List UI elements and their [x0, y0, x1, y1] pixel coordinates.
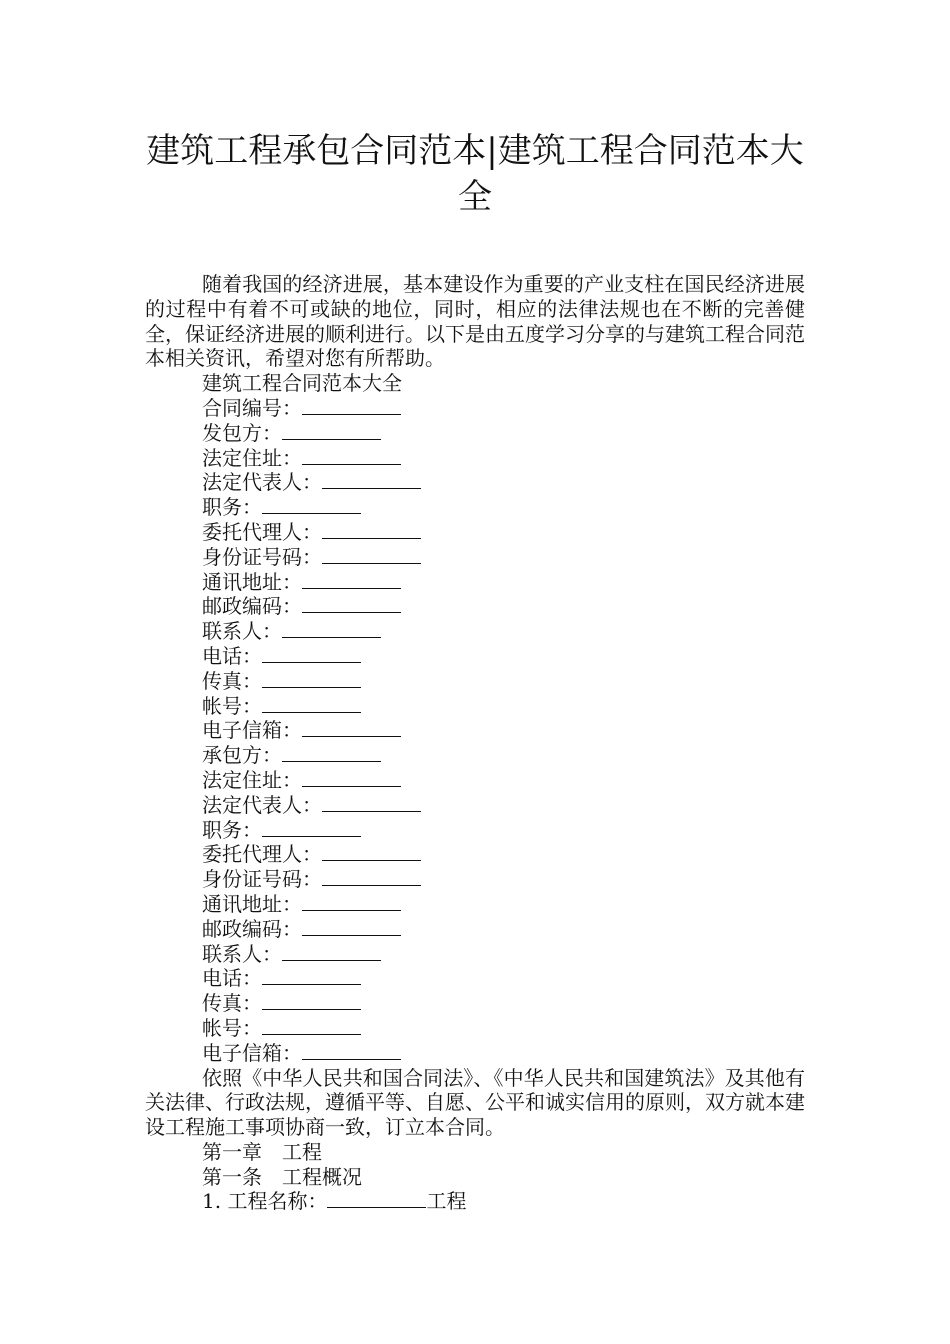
party-a-role-blank: [282, 422, 381, 440]
party-b-contact-label: 联系人：: [202, 941, 282, 966]
party-b-position-line: [145, 818, 805, 843]
party-b-position-blank: [262, 819, 361, 837]
party-a-agent-line: [145, 520, 805, 545]
document-body: [145, 272, 805, 1214]
party-a-id-blank: [322, 546, 421, 564]
party-b-position-label: 职务：: [202, 817, 262, 842]
party-a-postcode-label: 邮政编码：: [202, 594, 302, 619]
party-b-account-blank: [262, 1017, 361, 1035]
party-a-account-blank: [262, 695, 361, 713]
party-a-rep-blank: [322, 471, 421, 489]
party-a-position-blank: [262, 496, 361, 514]
party-a-address-blank: [302, 447, 401, 465]
party-b-mail-label: 通讯地址：: [202, 891, 302, 916]
party-b-rep-label: 法定代表人：: [202, 792, 322, 817]
party-b-fax-line: [145, 991, 805, 1016]
party-b-account-label: 帐号：: [202, 1015, 262, 1040]
party-b-address-label: 法定住址：: [202, 767, 302, 792]
chapter-heading: 第一章 工程: [202, 1139, 322, 1164]
party-a-role-label: 发包方：: [202, 420, 282, 445]
party-a-agent-blank: [322, 521, 421, 539]
party-b-role-blank: [282, 744, 381, 762]
party-b-phone-line: [145, 966, 805, 991]
project-name-label: 1. 工程名称：: [202, 1189, 328, 1214]
party-b-role-label: 承包方：: [202, 743, 282, 768]
contract-number-blank: [302, 397, 401, 415]
party-a-position-label: 职务：: [202, 495, 262, 520]
contract-number-label: 合同编号：: [202, 395, 302, 420]
party-a-mail-label: 通讯地址：: [202, 569, 302, 594]
party-b-agent-label: 委托代理人：: [202, 842, 322, 867]
party-a-role-line: [145, 421, 805, 446]
party-b-agent-line: [145, 842, 805, 867]
party-b-address-line: [145, 768, 805, 793]
party-a-contact-line: [145, 619, 805, 644]
party-a-postcode-blank: [302, 595, 401, 613]
party-a-id-line: [145, 545, 805, 570]
party-a-phone-label: 电话：: [202, 643, 262, 668]
party-a-position-line: [145, 495, 805, 520]
party-a-contact-label: 联系人：: [202, 619, 282, 644]
party-b-phone-label: 电话：: [202, 966, 262, 991]
party-a-agent-label: 委托代理人：: [202, 519, 322, 544]
party-b-email-line: [145, 1041, 805, 1066]
party-b-email-label: 电子信箱：: [202, 1040, 302, 1065]
party-a-phone-blank: [262, 645, 361, 663]
party-a-mail-blank: [302, 571, 401, 589]
party-b-id-line: [145, 867, 805, 892]
party-a-postcode-line: [145, 594, 805, 619]
party-b-address-blank: [302, 769, 401, 787]
party-b-mail-line: [145, 892, 805, 917]
party-b-postcode-line: [145, 917, 805, 942]
party-a-account-line: [145, 694, 805, 719]
contract-subtitle: 建筑工程合同范本大全: [202, 371, 402, 396]
party-a-rep-line: [145, 470, 805, 495]
party-b-account-line: [145, 1016, 805, 1041]
party-a-phone-line: [145, 644, 805, 669]
party-a-contact-blank: [282, 620, 381, 638]
party-b-contact-blank: [282, 943, 381, 961]
party-a-email-blank: [302, 719, 401, 737]
party-a-fax-line: [145, 669, 805, 694]
article-heading: 第一条 工程概况: [202, 1164, 362, 1189]
party-a-address-label: 法定住址：: [202, 445, 302, 470]
contract-number-line: [145, 396, 805, 421]
party-b-contact-line: [145, 942, 805, 967]
party-b-fax-blank: [262, 992, 361, 1010]
party-b-postcode-blank: [302, 918, 401, 936]
project-name-line: [145, 1189, 805, 1214]
project-name-blank: [327, 1190, 426, 1208]
party-b-id-label: 身份证号码：: [202, 867, 322, 892]
party-b-rep-line: [145, 793, 805, 818]
party-a-fax-blank: [262, 670, 361, 688]
party-a-mail-line: [145, 570, 805, 595]
project-name-suffix: 工程: [426, 1189, 467, 1214]
intro-paragraph: 随着我国的经济进展，基本建设作为重要的产业支柱在国民经济进展的过程中有着不可或缺的地位，同时，相应的法律法规也在不断的完善健全，保证经济进展的顺利进行。以下是由五度学习分享的与建筑工程合同范本相关资讯，希望对您有所帮助。: [145, 272, 805, 371]
party-a-fax-label: 传真：: [202, 668, 262, 693]
party-a-email-label: 电子信箱：: [202, 718, 302, 743]
party-a-id-label: 身份证号码：: [202, 544, 322, 569]
party-b-phone-blank: [262, 967, 361, 985]
party-b-mail-blank: [302, 893, 401, 911]
party-b-fax-label: 传真：: [202, 991, 262, 1016]
party-a-rep-label: 法定代表人：: [202, 470, 322, 495]
party-b-role-line: [145, 743, 805, 768]
party-a-account-label: 帐号：: [202, 693, 262, 718]
document-title: 建筑工程承包合同范本|建筑工程合同范本大全: [146, 131, 804, 217]
party-b-rep-blank: [322, 794, 421, 812]
party-b-email-blank: [302, 1042, 401, 1060]
party-a-address-line: [145, 446, 805, 471]
party-a-email-line: [145, 718, 805, 743]
party-b-postcode-label: 邮政编码：: [202, 916, 302, 941]
legal-basis-paragraph: 依照《中华人民共和国合同法》、《中华人民共和国建筑法》及其他有关法律、行政法规，遵循平等、自愿、公平和诚实信用的原则，双方就本建设工程施工事项协商一致，订立本合同。: [145, 1065, 805, 1140]
party-b-id-blank: [322, 868, 421, 886]
party-b-agent-blank: [322, 843, 421, 861]
